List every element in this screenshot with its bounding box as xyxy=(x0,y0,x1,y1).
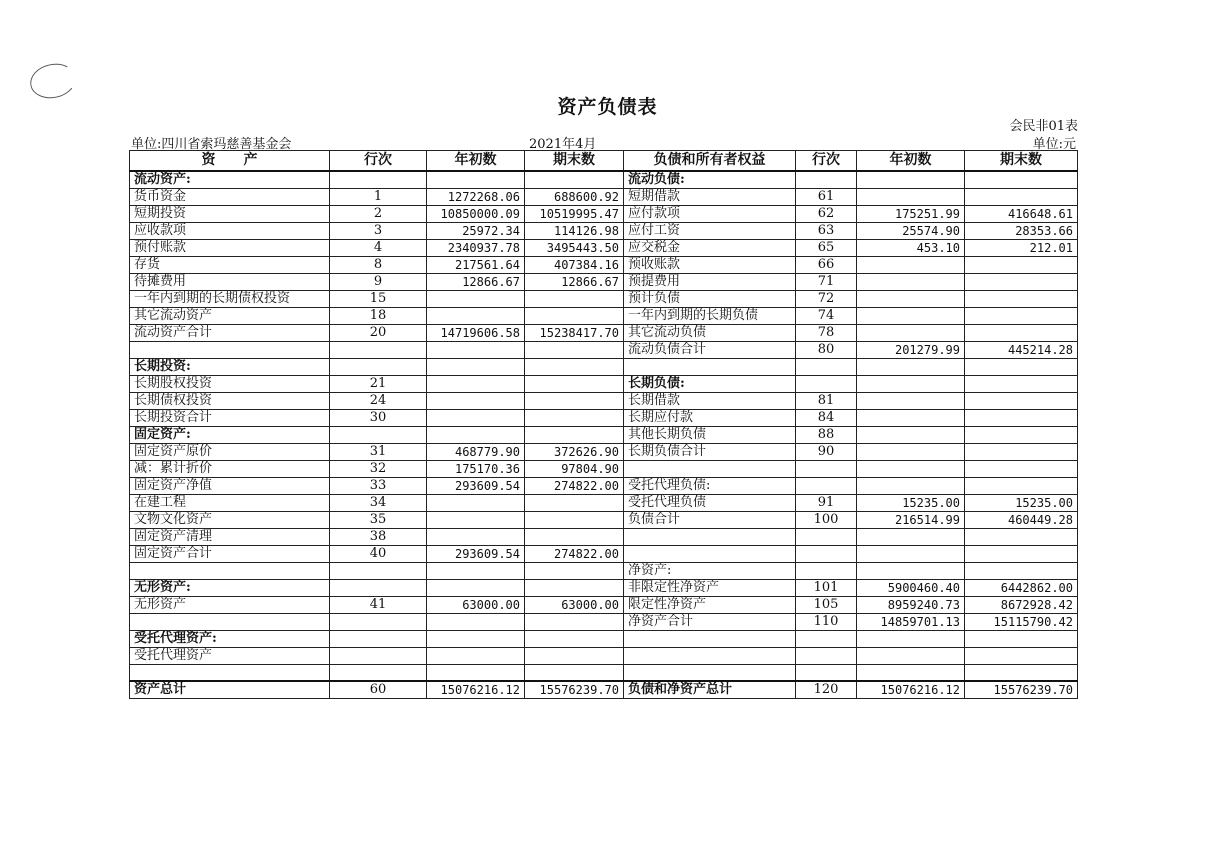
liability-begin xyxy=(857,630,965,647)
liability-label: 净资产: xyxy=(624,562,796,579)
liability-row-no: 88 xyxy=(796,426,857,443)
header-end-2: 期末数 xyxy=(965,151,1078,171)
asset-end xyxy=(525,528,624,545)
liability-begin xyxy=(857,392,965,409)
asset-end: 274822.00 xyxy=(525,477,624,494)
asset-row-no xyxy=(330,426,427,443)
liability-end: 460449.28 xyxy=(965,511,1078,528)
table-row xyxy=(130,477,1078,494)
liability-label: 非限定性净资产 xyxy=(624,579,796,596)
liability-begin: 15076216.12 xyxy=(857,681,965,699)
liability-begin xyxy=(857,562,965,579)
asset-label: 固定资产原价 xyxy=(130,443,330,460)
liability-row-no xyxy=(796,545,857,562)
liability-label: 短期借款 xyxy=(624,188,796,205)
table-row xyxy=(130,511,1078,528)
liability-row-no xyxy=(796,647,857,664)
asset-label xyxy=(130,341,330,358)
asset-end: 12866.67 xyxy=(525,273,624,290)
asset-end xyxy=(525,511,624,528)
asset-begin: 1272268.06 xyxy=(427,188,525,205)
asset-begin: 217561.64 xyxy=(427,256,525,273)
asset-begin xyxy=(427,375,525,392)
asset-end: 97804.90 xyxy=(525,460,624,477)
asset-begin xyxy=(427,630,525,647)
liability-begin xyxy=(857,358,965,375)
asset-row-no: 21 xyxy=(330,375,427,392)
liability-row-no: 90 xyxy=(796,443,857,460)
liability-label: 预收账款 xyxy=(624,256,796,273)
liability-row-no xyxy=(796,358,857,375)
liability-end xyxy=(965,392,1078,409)
liability-row-no xyxy=(796,171,857,189)
liability-label: 限定性净资产 xyxy=(624,596,796,613)
asset-label: 无形资产: xyxy=(130,579,330,596)
asset-begin: 2340937.78 xyxy=(427,239,525,256)
liability-row-no: 72 xyxy=(796,290,857,307)
liability-end xyxy=(965,426,1078,443)
asset-row-no: 34 xyxy=(330,494,427,511)
asset-label: 应收款项 xyxy=(130,222,330,239)
asset-label: 受托代理资产 xyxy=(130,647,330,664)
asset-begin xyxy=(427,562,525,579)
asset-label: 货币资金 xyxy=(130,188,330,205)
asset-label: 固定资产合计 xyxy=(130,545,330,562)
table-header-row xyxy=(130,151,1078,171)
liability-row-no xyxy=(796,630,857,647)
asset-begin: 293609.54 xyxy=(427,545,525,562)
liability-end xyxy=(965,375,1078,392)
liability-label xyxy=(624,460,796,477)
asset-begin: 14719606.58 xyxy=(427,324,525,341)
asset-end: 274822.00 xyxy=(525,545,624,562)
asset-label: 文物文化资产 xyxy=(130,511,330,528)
asset-label: 长期债权投资 xyxy=(130,392,330,409)
table-row xyxy=(130,324,1078,341)
liability-label: 其他长期负债 xyxy=(624,426,796,443)
asset-row-no: 38 xyxy=(330,528,427,545)
liability-begin xyxy=(857,426,965,443)
asset-begin: 175170.36 xyxy=(427,460,525,477)
liability-end xyxy=(965,290,1078,307)
liability-row-no: 120 xyxy=(796,681,857,699)
liability-label xyxy=(624,664,796,681)
liability-begin xyxy=(857,647,965,664)
asset-end: 372626.90 xyxy=(525,443,624,460)
table-row xyxy=(130,528,1078,545)
liability-row-no: 78 xyxy=(796,324,857,341)
asset-label: 固定资产净值 xyxy=(130,477,330,494)
liability-label: 受托代理负债: xyxy=(624,477,796,494)
asset-row-no: 60 xyxy=(330,681,427,699)
asset-row-no xyxy=(330,171,427,189)
table-row xyxy=(130,273,1078,290)
table-row xyxy=(130,630,1078,647)
liability-begin xyxy=(857,273,965,290)
liability-begin xyxy=(857,664,965,681)
liability-label: 流动负债合计 xyxy=(624,341,796,358)
header-begin-2: 年初数 xyxy=(857,151,965,171)
liability-end xyxy=(965,409,1078,426)
asset-row-no: 3 xyxy=(330,222,427,239)
liability-label: 长期负债: xyxy=(624,375,796,392)
asset-label: 减：累计折价 xyxy=(130,460,330,477)
liability-end xyxy=(965,630,1078,647)
asset-begin: 10850000.09 xyxy=(427,205,525,222)
asset-row-no xyxy=(330,613,427,630)
liability-row-no: 80 xyxy=(796,341,857,358)
liability-end: 15576239.70 xyxy=(965,681,1078,699)
liability-begin xyxy=(857,188,965,205)
liability-begin xyxy=(857,477,965,494)
table-row xyxy=(130,205,1078,222)
asset-begin xyxy=(427,392,525,409)
asset-label: 无形资产 xyxy=(130,596,330,613)
liability-label: 应付工资 xyxy=(624,222,796,239)
asset-begin xyxy=(427,511,525,528)
table-row xyxy=(130,188,1078,205)
asset-begin: 63000.00 xyxy=(427,596,525,613)
currency-unit-label: 单位:元 xyxy=(1032,137,1076,152)
liability-row-no: 81 xyxy=(796,392,857,409)
asset-row-no xyxy=(330,358,427,375)
liability-end: 15235.00 xyxy=(965,494,1078,511)
asset-end: 688600.92 xyxy=(525,188,624,205)
liability-label xyxy=(624,358,796,375)
report-period: 2021年4月 xyxy=(529,137,597,152)
asset-end: 114126.98 xyxy=(525,222,624,239)
asset-label: 短期投资 xyxy=(130,205,330,222)
table-row xyxy=(130,613,1078,630)
asset-label: 待摊费用 xyxy=(130,273,330,290)
liability-begin xyxy=(857,460,965,477)
form-code: 会民非01表 xyxy=(1009,119,1078,134)
liability-label: 一年内到期的长期负债 xyxy=(624,307,796,324)
asset-row-no xyxy=(330,647,427,664)
asset-end xyxy=(525,375,624,392)
liability-label: 应付款项 xyxy=(624,205,796,222)
liability-label xyxy=(624,528,796,545)
liability-end: 416648.61 xyxy=(965,205,1078,222)
liability-row-no: 100 xyxy=(796,511,857,528)
asset-row-no: 9 xyxy=(330,273,427,290)
header-liabilities: 负债和所有者权益 xyxy=(624,151,796,171)
liability-begin xyxy=(857,290,965,307)
asset-row-no: 31 xyxy=(330,443,427,460)
liability-label: 长期借款 xyxy=(624,392,796,409)
asset-label: 流动资产合计 xyxy=(130,324,330,341)
liability-begin xyxy=(857,171,965,189)
asset-row-no: 1 xyxy=(330,188,427,205)
asset-label: 固定资产清理 xyxy=(130,528,330,545)
header-end: 期末数 xyxy=(525,151,624,171)
asset-begin xyxy=(427,613,525,630)
liability-label: 长期负债合计 xyxy=(624,443,796,460)
liability-end xyxy=(965,188,1078,205)
liability-row-no: 84 xyxy=(796,409,857,426)
asset-label: 其它流动资产 xyxy=(130,307,330,324)
table-row xyxy=(130,596,1078,613)
liability-label: 预计负债 xyxy=(624,290,796,307)
liability-end: 212.01 xyxy=(965,239,1078,256)
asset-begin xyxy=(427,528,525,545)
asset-label: 流动资产: xyxy=(130,171,330,189)
table-row xyxy=(130,171,1078,189)
asset-row-no: 15 xyxy=(330,290,427,307)
asset-begin: 15076216.12 xyxy=(427,681,525,699)
header-asset: 资 产 xyxy=(130,151,330,171)
asset-row-no xyxy=(330,630,427,647)
liability-label: 应交税金 xyxy=(624,239,796,256)
asset-end: 15238417.70 xyxy=(525,324,624,341)
asset-end xyxy=(525,392,624,409)
asset-end xyxy=(525,579,624,596)
asset-label xyxy=(130,562,330,579)
table-row xyxy=(130,222,1078,239)
liability-begin: 175251.99 xyxy=(857,205,965,222)
asset-row-no: 33 xyxy=(330,477,427,494)
liability-begin: 201279.99 xyxy=(857,341,965,358)
liability-end xyxy=(965,256,1078,273)
liability-row-no: 65 xyxy=(796,239,857,256)
asset-row-no: 18 xyxy=(330,307,427,324)
asset-label xyxy=(130,664,330,681)
liability-row-no: 91 xyxy=(796,494,857,511)
liability-end xyxy=(965,460,1078,477)
asset-begin xyxy=(427,494,525,511)
liability-begin xyxy=(857,443,965,460)
table-row xyxy=(130,664,1078,681)
asset-row-no: 8 xyxy=(330,256,427,273)
table-row xyxy=(130,494,1078,511)
liability-label: 受托代理负债 xyxy=(624,494,796,511)
liability-end xyxy=(965,443,1078,460)
asset-row-no xyxy=(330,579,427,596)
liability-row-no xyxy=(796,562,857,579)
asset-row-no: 2 xyxy=(330,205,427,222)
table-row xyxy=(130,307,1078,324)
asset-row-no: 24 xyxy=(330,392,427,409)
asset-begin xyxy=(427,171,525,189)
liability-begin: 8959240.73 xyxy=(857,596,965,613)
asset-begin xyxy=(427,341,525,358)
table-row xyxy=(130,681,1078,699)
liability-label xyxy=(624,630,796,647)
asset-row-no: 41 xyxy=(330,596,427,613)
liability-row-no xyxy=(796,477,857,494)
liability-begin xyxy=(857,528,965,545)
asset-label: 预付账款 xyxy=(130,239,330,256)
liability-end: 15115790.42 xyxy=(965,613,1078,630)
liability-end: 8672928.42 xyxy=(965,596,1078,613)
asset-row-no: 40 xyxy=(330,545,427,562)
table-row xyxy=(130,358,1078,375)
liability-end xyxy=(965,171,1078,189)
asset-end: 15576239.70 xyxy=(525,681,624,699)
asset-end xyxy=(525,562,624,579)
asset-end xyxy=(525,341,624,358)
liability-begin: 14859701.13 xyxy=(857,613,965,630)
asset-label: 长期股权投资 xyxy=(130,375,330,392)
liability-begin xyxy=(857,307,965,324)
header-row-no-2: 行次 xyxy=(796,151,857,171)
asset-row-no: 4 xyxy=(330,239,427,256)
header-info-line xyxy=(131,133,1076,152)
asset-label: 一年内到期的长期债权投资 xyxy=(130,290,330,307)
asset-end xyxy=(525,494,624,511)
liability-begin: 25574.90 xyxy=(857,222,965,239)
liability-end: 445214.28 xyxy=(965,341,1078,358)
asset-label: 长期投资: xyxy=(130,358,330,375)
liability-row-no: 63 xyxy=(796,222,857,239)
liability-end xyxy=(965,562,1078,579)
liability-row-no xyxy=(796,460,857,477)
liability-begin: 5900460.40 xyxy=(857,579,965,596)
table-row xyxy=(130,460,1078,477)
asset-begin: 12866.67 xyxy=(427,273,525,290)
liability-begin: 15235.00 xyxy=(857,494,965,511)
asset-begin: 468779.90 xyxy=(427,443,525,460)
asset-label: 资产总计 xyxy=(130,681,330,699)
asset-end: 407384.16 xyxy=(525,256,624,273)
liability-row-no xyxy=(796,664,857,681)
liability-label: 预提费用 xyxy=(624,273,796,290)
liability-label xyxy=(624,647,796,664)
asset-label: 固定资产: xyxy=(130,426,330,443)
liability-row-no: 110 xyxy=(796,613,857,630)
asset-begin xyxy=(427,579,525,596)
asset-end xyxy=(525,290,624,307)
liability-end: 28353.66 xyxy=(965,222,1078,239)
asset-end xyxy=(525,307,624,324)
liability-end xyxy=(965,307,1078,324)
asset-begin: 25972.34 xyxy=(427,222,525,239)
table-row xyxy=(130,647,1078,664)
asset-row-no: 35 xyxy=(330,511,427,528)
liability-label: 其它流动负债 xyxy=(624,324,796,341)
liability-begin xyxy=(857,409,965,426)
asset-label xyxy=(130,613,330,630)
liability-row-no: 61 xyxy=(796,188,857,205)
asset-row-no: 20 xyxy=(330,324,427,341)
liability-end xyxy=(965,664,1078,681)
liability-begin: 453.10 xyxy=(857,239,965,256)
asset-row-no xyxy=(330,341,427,358)
asset-end: 63000.00 xyxy=(525,596,624,613)
asset-end xyxy=(525,664,624,681)
table-row xyxy=(130,562,1078,579)
liability-end xyxy=(965,528,1078,545)
organization-label: 单位:四川省索玛慈善基金会 xyxy=(131,137,292,152)
liability-label: 流动负债: xyxy=(624,171,796,189)
liability-end xyxy=(965,477,1078,494)
liability-row-no: 71 xyxy=(796,273,857,290)
table-row xyxy=(130,443,1078,460)
liability-begin xyxy=(857,375,965,392)
table-row xyxy=(130,409,1078,426)
table-row xyxy=(130,290,1078,307)
header-row-no: 行次 xyxy=(330,151,427,171)
asset-begin xyxy=(427,664,525,681)
liability-end: 6442862.00 xyxy=(965,579,1078,596)
asset-label: 长期投资合计 xyxy=(130,409,330,426)
asset-end xyxy=(525,171,624,189)
asset-end xyxy=(525,358,624,375)
liability-row-no: 66 xyxy=(796,256,857,273)
asset-end: 10519995.47 xyxy=(525,205,624,222)
asset-label: 存货 xyxy=(130,256,330,273)
asset-begin xyxy=(427,307,525,324)
asset-begin xyxy=(427,647,525,664)
liability-label: 负债合计 xyxy=(624,511,796,528)
asset-row-no xyxy=(330,562,427,579)
liability-end xyxy=(965,647,1078,664)
liability-label: 长期应付款 xyxy=(624,409,796,426)
liability-row-no: 74 xyxy=(796,307,857,324)
liability-label: 净资产合计 xyxy=(624,613,796,630)
asset-begin xyxy=(427,290,525,307)
asset-begin xyxy=(427,409,525,426)
asset-row-no: 30 xyxy=(330,409,427,426)
asset-label: 在建工程 xyxy=(130,494,330,511)
liability-end xyxy=(965,358,1078,375)
table-row xyxy=(130,426,1078,443)
table-row xyxy=(130,239,1078,256)
liability-end xyxy=(965,545,1078,562)
asset-begin: 293609.54 xyxy=(427,477,525,494)
asset-row-no xyxy=(330,664,427,681)
asset-end xyxy=(525,647,624,664)
balance-sheet-table xyxy=(129,150,1078,699)
asset-end xyxy=(525,613,624,630)
table-row xyxy=(130,392,1078,409)
asset-end xyxy=(525,409,624,426)
table-row xyxy=(130,341,1078,358)
asset-begin xyxy=(427,358,525,375)
liability-label xyxy=(624,545,796,562)
asset-label: 受托代理资产: xyxy=(130,630,330,647)
liability-end xyxy=(965,273,1078,290)
liability-begin xyxy=(857,256,965,273)
liability-row-no: 105 xyxy=(796,596,857,613)
liability-end xyxy=(965,324,1078,341)
asset-end: 3495443.50 xyxy=(525,239,624,256)
table-row xyxy=(130,375,1078,392)
asset-begin xyxy=(427,426,525,443)
liability-row-no xyxy=(796,375,857,392)
liability-begin xyxy=(857,324,965,341)
liability-row-no: 101 xyxy=(796,579,857,596)
liability-row-no: 62 xyxy=(796,205,857,222)
liability-label: 负债和净资产总计 xyxy=(624,681,796,699)
asset-end xyxy=(525,630,624,647)
liability-begin: 216514.99 xyxy=(857,511,965,528)
asset-end xyxy=(525,426,624,443)
header-begin: 年初数 xyxy=(427,151,525,171)
page-title: 资产负债表 xyxy=(557,96,658,118)
liability-row-no xyxy=(796,528,857,545)
table-row xyxy=(130,256,1078,273)
table-row xyxy=(130,579,1078,596)
liability-begin xyxy=(857,545,965,562)
table-row xyxy=(130,545,1078,562)
asset-row-no: 32 xyxy=(330,460,427,477)
